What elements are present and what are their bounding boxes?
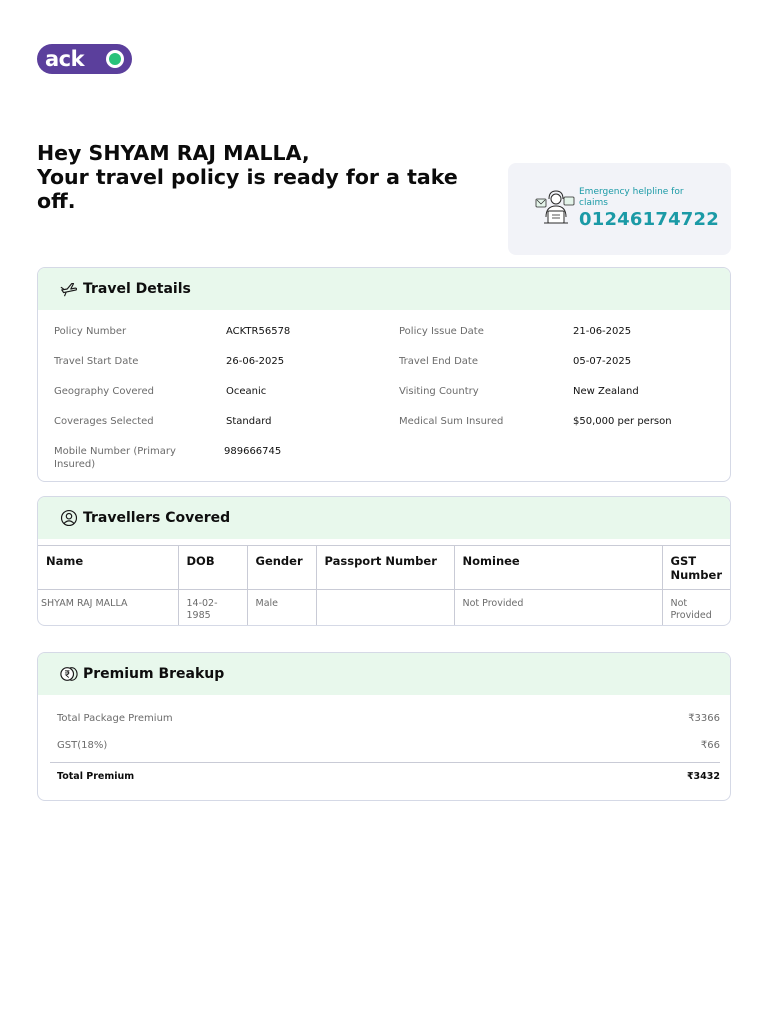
travel-start-date-value: 26-06-2025 bbox=[226, 356, 285, 367]
greeting-line-2: Your travel policy is ready for a take off. bbox=[37, 165, 458, 213]
table-header-row bbox=[38, 546, 731, 590]
traveller-gender-cell: Male bbox=[247, 590, 316, 627]
premium-breakup-card bbox=[37, 652, 731, 801]
premium-package-label: Total Package Premium bbox=[57, 713, 173, 724]
column-header-name: Name bbox=[38, 546, 178, 590]
greeting-line-1: Hey SHYAM RAJ MALLA, bbox=[37, 141, 310, 165]
premium-package-value: ₹3366 bbox=[688, 713, 720, 724]
coverages-selected-label: Coverages Selected bbox=[54, 416, 154, 427]
column-header-gst-number: GST Number bbox=[662, 546, 731, 590]
travel-end-date-value: 05-07-2025 bbox=[573, 356, 632, 367]
travel-end-date-label: Travel End Date bbox=[399, 356, 478, 367]
premium-total-value: ₹3432 bbox=[686, 771, 720, 782]
greeting-heading bbox=[37, 141, 477, 213]
travel-details-card bbox=[37, 267, 731, 482]
geography-covered-label: Geography Covered bbox=[54, 386, 154, 397]
visiting-country-value: New Zealand bbox=[573, 386, 639, 397]
travellers-covered-header bbox=[38, 497, 730, 539]
premium-breakup-title: Premium Breakup bbox=[83, 666, 225, 682]
traveller-gst-cell: Not Provided bbox=[670, 598, 712, 621]
premium-row-package bbox=[57, 713, 720, 724]
travellers-table bbox=[38, 545, 731, 626]
premium-gst-label: GST(18%) bbox=[57, 740, 108, 751]
helpline-label: Emergency helpline for claims bbox=[579, 187, 684, 208]
rupee-coins-icon bbox=[60, 665, 78, 683]
premium-divider bbox=[50, 762, 720, 763]
airplane-icon bbox=[60, 280, 78, 298]
policy-number-label: Policy Number bbox=[54, 326, 127, 337]
traveller-passport-cell bbox=[316, 590, 454, 627]
premium-gst-value: ₹66 bbox=[700, 740, 720, 751]
mobile-number-value: 989666745 bbox=[224, 446, 282, 457]
column-header-dob: DOB bbox=[178, 546, 247, 590]
svg-text:ack: ack bbox=[45, 47, 85, 71]
column-header-passport-number: Passport Number bbox=[316, 546, 454, 590]
table-row bbox=[38, 590, 731, 627]
premium-row-total bbox=[57, 771, 720, 782]
emergency-helpline-card bbox=[508, 163, 731, 255]
policy-issue-date-value: 21-06-2025 bbox=[573, 326, 632, 337]
policy-issue-date-label: Policy Issue Date bbox=[399, 326, 484, 337]
mobile-number-label: Mobile Number (Primary Insured) bbox=[54, 446, 176, 470]
travel-details-header bbox=[38, 268, 730, 310]
support-agent-icon bbox=[534, 189, 578, 229]
policy-number-value: ACKTR56578 bbox=[226, 326, 291, 337]
traveller-dob-cell: 14-02-1985 bbox=[178, 590, 247, 627]
premium-row-gst bbox=[57, 740, 720, 751]
travellers-covered-card bbox=[37, 496, 731, 626]
travel-start-date-label: Travel Start Date bbox=[54, 356, 139, 367]
helpline-number[interactable]: 01246174722 bbox=[579, 209, 719, 230]
premium-breakup-header bbox=[38, 653, 730, 695]
geography-covered-value: Oceanic bbox=[226, 386, 267, 397]
traveller-nominee-cell: Not Provided bbox=[454, 590, 662, 627]
medical-sum-insured-label: Medical Sum Insured bbox=[399, 416, 504, 427]
premium-total-label: Total Premium bbox=[57, 771, 135, 782]
travel-details-title: Travel Details bbox=[83, 281, 191, 297]
medical-sum-insured-value: $50,000 per person bbox=[573, 416, 672, 427]
travellers-covered-title: Travellers Covered bbox=[83, 510, 231, 526]
user-circle-icon bbox=[60, 509, 78, 527]
traveller-name-cell: SHYAM RAJ MALLA bbox=[38, 590, 178, 627]
coverages-selected-value: Standard bbox=[226, 416, 272, 427]
column-header-nominee: Nominee bbox=[454, 546, 662, 590]
visiting-country-label: Visiting Country bbox=[399, 386, 479, 397]
acko-logo bbox=[37, 44, 132, 74]
column-header-gender: Gender bbox=[247, 546, 316, 590]
